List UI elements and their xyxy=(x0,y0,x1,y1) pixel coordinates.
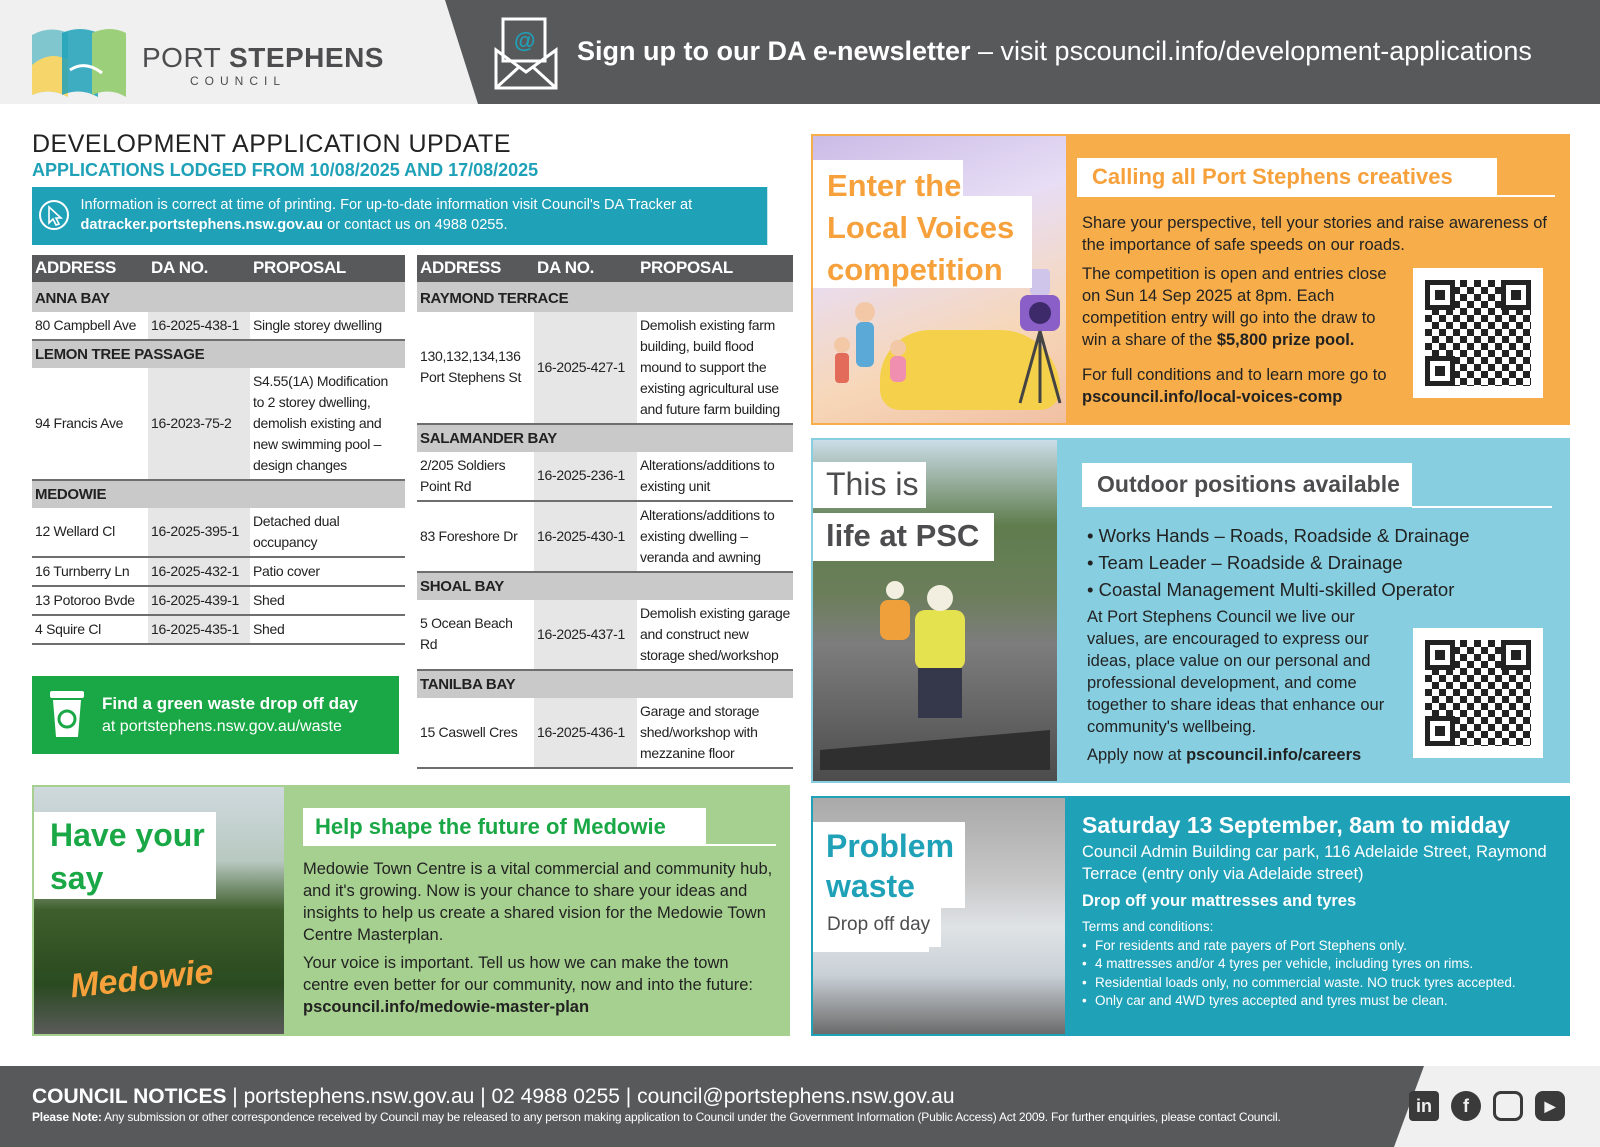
da-table-left xyxy=(32,255,405,645)
logo-subtitle: COUNCIL xyxy=(190,74,287,88)
family-illustration xyxy=(830,300,950,405)
suburb-row: TANILBA BAY xyxy=(417,670,793,698)
table-row: 2/205 Soldiers Point Rd 16-2025-236-1 Alterations/additions to existing unit xyxy=(417,452,793,501)
local-voices-title: Enter the Local Voices competition xyxy=(827,168,1015,287)
list-item: • Only car and 4WD tyres accepted and tyres must be clean. xyxy=(1082,992,1516,1011)
table-row: 15 Caswell Cres 16-2025-436-1 Garage and storage shed/workshop with mezzanine floor xyxy=(417,698,793,768)
careers-heading: Outdoor positions available xyxy=(1097,471,1400,497)
creatives-intro: Share your perspective, tell your stories and raise awareness of the importance of safe speeds on our roads. xyxy=(1082,214,1547,254)
table-header: ADDRESS DA NO. PROPOSAL xyxy=(417,255,793,283)
svg-text:@: @ xyxy=(514,28,536,53)
creatives-heading: Calling all Port Stephens creatives xyxy=(1092,164,1453,189)
suburb-row: ANNA BAY xyxy=(32,283,405,312)
da-subtitle: APPLICATIONS LODGED FROM 10/08/2025 AND 17/08/2025 xyxy=(32,160,539,180)
facebook-icon[interactable]: f xyxy=(1451,1091,1481,1121)
careers-tag-text: This is xyxy=(826,466,919,502)
list-item: • 4 mattresses and/or 4 tyres per vehicle, including tyres on rims. xyxy=(1082,955,1516,974)
youtube-icon[interactable]: ▶ xyxy=(1535,1091,1565,1121)
council-logo-icon xyxy=(30,25,130,100)
drop-off-location: Council Admin Building car park, 116 Adelaide Street, Raymond Terrace (entry only via Adelaide street) xyxy=(1082,843,1547,883)
careers-tag-title: life at PSC xyxy=(826,518,980,553)
table-row: 4 Squire Cl 16-2025-435-1 Shed xyxy=(32,615,405,644)
drop-off-label: Drop off day xyxy=(827,914,931,935)
list-item: • Coastal Management Multi-skilled Operator xyxy=(1087,579,1455,600)
drop-off-items: Drop off your mattresses and tyres xyxy=(1082,892,1357,910)
table-row: 16 Turnberry Ln 16-2025-432-1 Patio cover xyxy=(32,557,405,586)
newsletter-banner[interactable]: Sign up to our DA e-newsletter – visit pscouncil.info/development-applications xyxy=(577,36,1532,66)
competition-conditions: For full conditions and to learn more go to pscouncil.info/local-voices-comp xyxy=(1082,366,1387,406)
suburb-row: RAYMOND TERRACE xyxy=(417,283,793,312)
divider xyxy=(706,844,776,846)
positions-list xyxy=(1087,522,1470,603)
green-waste-banner[interactable] xyxy=(32,676,399,754)
logo-name: PORT STEPHENS xyxy=(142,42,384,73)
list-item: • Residential loads only, no commercial waste. NO truck tyres accepted. xyxy=(1082,974,1516,993)
suburb-row: LEMON TREE PASSAGE xyxy=(32,340,405,368)
have-your-say-title: Have your say xyxy=(50,817,205,896)
terms-list: Terms and conditions: • For residents and rate payers of Port Stephens only. • 4 mattresses and/or 4 tyres per vehicle, including tyres on rims. • Residential loads only, no commercial waste. NO truck tyres accepted. • Only car and 4WD tyres accepted and tyres must be clean. xyxy=(1082,918,1516,1011)
suburb-row: MEDOWIE xyxy=(32,480,405,508)
competition-details: The competition is open and entries close on Sun 14 Sep 2025 at 8pm. Each competition entry will go into the draw to win a share of the $5,800 prize pool. xyxy=(1082,265,1387,349)
medowie-heading: Help shape the future of Medowie xyxy=(315,814,666,839)
local-voices-link[interactable]: pscouncil.info/local-voices-comp xyxy=(1082,388,1343,406)
cursor-click-icon xyxy=(38,199,70,231)
table-row: 80 Campbell Ave 16-2025-438-1 Single storey dwelling xyxy=(32,312,405,340)
green-waste-title: Find a green waste drop off day xyxy=(102,694,358,713)
divider xyxy=(1412,506,1552,508)
table-row: 83 Foreshore Dr 16-2025-430-1 Alterations/additions to existing dwelling – veranda and awning xyxy=(417,501,793,572)
careers-apply: Apply now at pscouncil.info/careers xyxy=(1087,746,1362,764)
medowie-body: Medowie Town Centre is a vital commercial and community hub, and it's growing. Now is your chance to share your ideas and insights to help us create a shared vision for the Medowie Town Centre Masterplan. Your voice is important. Tell us how we can make the town centre even better for our community, now and into the future: pscouncil.info/medowie-master-plan xyxy=(303,860,773,1016)
da-table-right xyxy=(417,255,793,769)
drop-off-date: Saturday 13 September, 8am to midday xyxy=(1082,812,1511,838)
table-row: 12 Wellard Cl 16-2025-395-1 Detached dual occupancy xyxy=(32,508,405,557)
workers-illustration xyxy=(820,570,1050,770)
instagram-icon[interactable]: ◯ xyxy=(1493,1091,1523,1121)
list-item: • Team Leader – Roadside & Drainage xyxy=(1087,552,1403,573)
da-title: DEVELOPMENT APPLICATION UPDATE xyxy=(32,130,512,158)
green-bin-icon xyxy=(48,687,86,739)
list-item: • Works Hands – Roads, Roadside & Drainage xyxy=(1087,525,1470,546)
footer-disclaimer: Please Note: Any submission or other correspondence received by Council may be released to any person making application to Council under the Government Information (Public Access) Act 2009. For further enquiries, please contact Council. xyxy=(32,1110,1281,1124)
table-row: 94 Francis Ave 16-2023-75-2 S4.55(1A) Modification to 2 storey dwelling, demolish existing and new swimming pool – design changes xyxy=(32,368,405,480)
careers-body: At Port Stephens Council we live our values, are encouraged to express our ideas, place value on our personal and professional development, and come together to share ideas that enhance our community's wellbeing. xyxy=(1087,608,1385,736)
datracker-link[interactable]: datracker.portstephens.nsw.gov.au xyxy=(80,216,324,233)
problem-waste-title: Problem waste xyxy=(826,828,955,904)
divider xyxy=(1497,195,1555,197)
green-waste-link[interactable]: at portstephens.nsw.gov.au/waste xyxy=(102,718,342,735)
medowie-sign-text: Medowie xyxy=(68,952,216,1006)
suburb-row: SALAMANDER BAY xyxy=(417,424,793,452)
linkedin-icon[interactable]: in xyxy=(1409,1091,1439,1121)
careers-qr-code[interactable] xyxy=(1413,628,1543,758)
suburb-row: SHOAL BAY xyxy=(417,572,793,600)
local-voices-qr-code[interactable] xyxy=(1413,268,1543,398)
council-notices: COUNCIL NOTICES | portstephens.nsw.gov.au | 02 4988 0255 | council@portstephens.nsw.gov.au xyxy=(32,1085,955,1108)
careers-link[interactable]: pscouncil.info/careers xyxy=(1186,746,1362,764)
list-item: • For residents and rate payers of Port Stephens only. xyxy=(1082,937,1516,956)
table-row: 130,132,134,136 Port Stephens St 16-2025-427-1 Demolish existing farm building, build flood mound to support the existing agricultural use and future farm building xyxy=(417,312,793,424)
table-header: ADDRESS DA NO. PROPOSAL xyxy=(32,255,405,283)
info-banner: Information is correct at time of printing. For up-to-date information visit Council's DA Tracker at datracker.portstephens.nsw.gov.au or contact us on 4988 0255. xyxy=(32,187,767,245)
table-row: 13 Potoroo Bvde 16-2025-439-1 Shed xyxy=(32,586,405,615)
medowie-link[interactable]: pscouncil.info/medowie-master-plan xyxy=(303,998,590,1016)
email-envelope-icon xyxy=(493,16,559,90)
table-row: 5 Ocean Beach Rd 16-2025-437-1 Demolish existing garage and construct new storage shed/workshop xyxy=(417,600,793,670)
